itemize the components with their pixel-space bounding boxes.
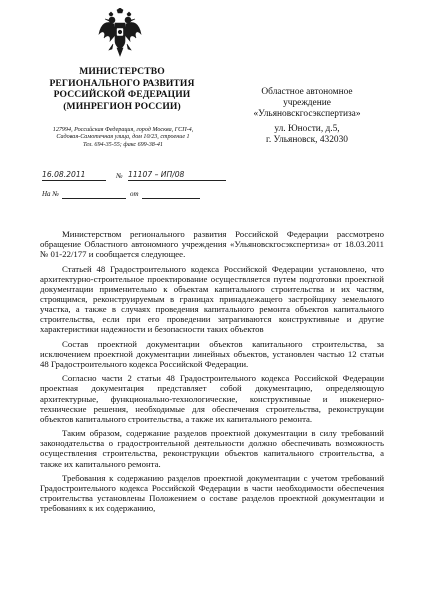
ministry-line: РОССИЙСКОЙ ФЕДЕРАЦИИ — [53, 89, 191, 101]
recipient-line: «Ульяновскгосэкспертиза» — [253, 109, 361, 119]
reference-number — [62, 189, 126, 199]
ministry-name — [40, 66, 204, 112]
body-paragraph: Министерством регионального развития Российской Федерации рассмотрено обращение Областного автономного учреждения «Ульяновскгосэкспертиза» от 18.03.2011 № 01-22/177 и сообщается следующее. — [40, 229, 384, 260]
ministry-line: МИНИСТЕРСТВО — [79, 66, 165, 77]
letter-date: 16.08.2011 — [42, 171, 106, 181]
reference-label: На № — [42, 190, 59, 198]
russian-coat-of-arms-icon — [98, 8, 142, 60]
ministry-line: РЕГИОНАЛЬНОГО РАЗВИТИЯ — [49, 77, 195, 89]
ministry-address — [40, 127, 206, 149]
recipient-name — [232, 87, 382, 120]
registration-line — [40, 171, 230, 181]
recipient-line: учреждение — [283, 98, 331, 108]
address-line: 127994, Российская Федерация, город Москва, ГСП-4, — [52, 127, 194, 133]
letter-body — [40, 229, 384, 518]
body-paragraph: Требования к содержанию разделов проектной документации с учетом требований Градостроительного кодекса Российской Федерации в части необходимости обеспечения строительства установлены Положением о составе разделов проектной документации и требованиях к их содержанию, — [40, 473, 384, 514]
body-paragraph: Состав проектной документации объектов капитального строительства, за исключением проектной документации линейных объектов, установлен частью 12 статьи 48 Градостроительного кодекса Российской Федерации. — [40, 338, 384, 369]
ministry-line: (МИНРЕГИОН РОССИИ) — [63, 100, 181, 112]
from-label: от — [130, 190, 139, 198]
address-line: Тел. 694-35-55; факс 699-38-41 — [83, 141, 163, 148]
recipient-line: Областное автономное — [261, 87, 353, 97]
body-paragraph: Статьей 48 Градостроительного кодекса Российской Федерации установлено, что архитектурно-строительное проектирование осуществляется путем подготовки проектной документации применительно к объектам капитального строительства и их частям, строящимся, реконструируемым в границах принадлежащего застройщику земельного участка, а также в случаях проведения капитального ремонта объектов капитального строительства, если при его проведении затрагиваются конструктивные и другие характеристики надежности и безопасности таких объектов — [40, 263, 384, 335]
body-paragraph: Согласно части 2 статьи 48 Градостроительного кодекса Российской Федерации проектная документация представляет собой документацию, определяющую архитектурные, функционально-технологические, конструктивные и инженерно-технические решения, необходимые для обеспечения строительства, реконструкции объектов капитального строительства, а также их капитального ремонта. — [40, 373, 384, 424]
reference-date — [142, 189, 200, 199]
body-paragraph: Таким образом, содержание разделов проектной документации в силу требований законодательства о градостроительной деятельности должно обеспечивать возможность осуществления строительства, реконструкции объектов капитального строительства, а также их капитального ремонта. — [40, 428, 384, 469]
reference-line — [40, 189, 230, 199]
recipient-address-line: г. Ульяновск, 432030 — [266, 135, 348, 145]
letter-number: 11107 – ИП/08 — [128, 171, 226, 181]
recipient-address-line: ул. Юности, д.5, — [274, 124, 340, 134]
number-label: № — [116, 172, 123, 180]
recipient-address — [232, 124, 382, 146]
address-line: Садовая-Самотечная улица, дом 10/23, строение 1 — [56, 134, 190, 141]
